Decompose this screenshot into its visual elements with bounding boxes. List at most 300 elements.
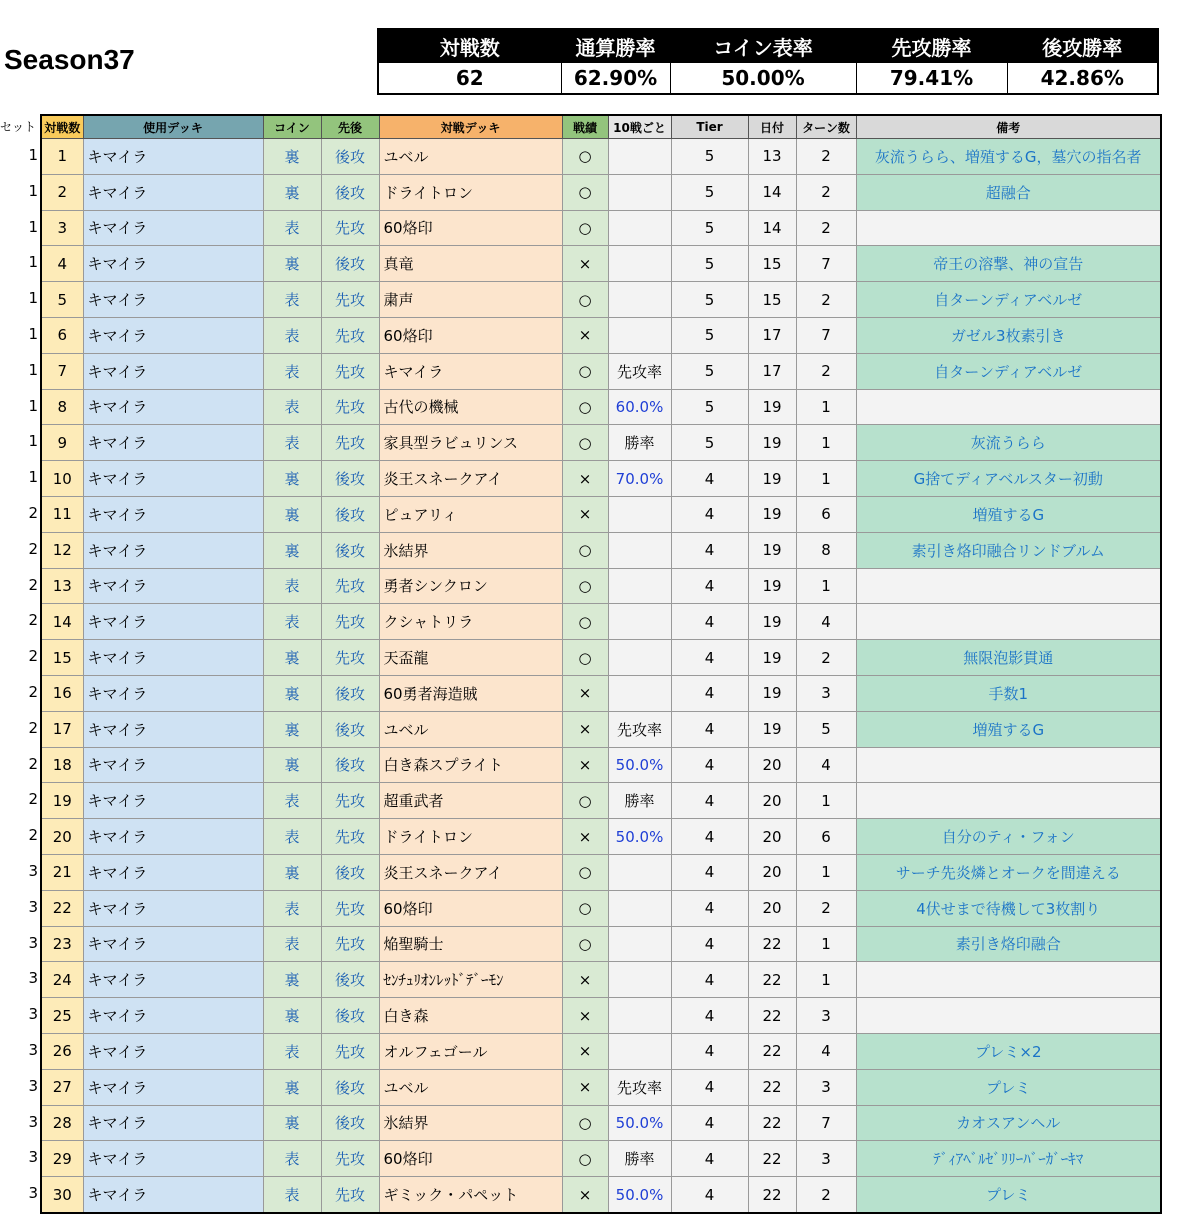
turn-order: 先攻 (321, 425, 379, 461)
turn-count: 1 (796, 926, 856, 962)
table-row (41, 1177, 1161, 1213)
ten-match-stat (608, 854, 671, 890)
tier: 4 (671, 496, 748, 532)
turn-order: 先攻 (321, 604, 379, 640)
tier: 4 (671, 926, 748, 962)
set-header: セット (0, 120, 37, 134)
set-number: 2 (28, 754, 38, 773)
tier: 4 (671, 1105, 748, 1141)
turn-count: 3 (796, 1141, 856, 1177)
match-result: ○ (562, 568, 608, 604)
tier: 5 (671, 425, 748, 461)
ten-match-stat: 先攻率 (608, 711, 671, 747)
ten-match-stat: 50.0% (608, 1105, 671, 1141)
used-deck: キマイラ (83, 854, 263, 890)
table-row (41, 568, 1161, 604)
opponent-deck: 氷結界 (379, 1105, 562, 1141)
summary-header: コイン表率 (670, 29, 856, 63)
table-row (41, 926, 1161, 962)
tier: 4 (671, 854, 748, 890)
table-row (41, 962, 1161, 998)
coin-result: 表 (263, 282, 321, 318)
match-result: ○ (562, 139, 608, 175)
date: 19 (748, 389, 796, 425)
table-row (41, 353, 1161, 389)
opponent-deck: ピュアリィ (379, 496, 562, 532)
column-header: 対戦デッキ (379, 115, 562, 139)
set-number: 3 (28, 933, 38, 952)
opponent-deck: ギミック・パペット (379, 1177, 562, 1213)
set-number: 2 (28, 826, 38, 845)
set-number: 1 (28, 432, 38, 451)
summary-value: 50.00% (670, 63, 856, 95)
coin-result: 裏 (263, 139, 321, 175)
coin-result: 裏 (263, 711, 321, 747)
set-number: 3 (28, 1076, 38, 1095)
turn-order: 先攻 (321, 353, 379, 389)
table-row (41, 890, 1161, 926)
match-result: × (562, 317, 608, 353)
date: 17 (748, 353, 796, 389)
opponent-deck: ドライトロン (379, 819, 562, 855)
match-result: ○ (562, 783, 608, 819)
opponent-deck: 焔聖騎士 (379, 926, 562, 962)
summary-value: 79.41% (856, 63, 1007, 95)
turn-count: 2 (796, 353, 856, 389)
match-result: × (562, 711, 608, 747)
match-number: 9 (41, 425, 83, 461)
coin-result: 表 (263, 425, 321, 461)
date: 22 (748, 1141, 796, 1177)
ten-match-stat (608, 640, 671, 676)
ten-match-stat: 60.0% (608, 389, 671, 425)
tier: 4 (671, 1069, 748, 1105)
ten-match-stat: 70.0% (608, 461, 671, 497)
date: 22 (748, 1105, 796, 1141)
note: ﾃﾞｨｱﾍﾞﾙｾﾞﾘﾘｰﾊﾞｰｶﾞｰｷﾏ (856, 1141, 1161, 1177)
opponent-deck: 真竜 (379, 246, 562, 282)
column-header: 日付 (748, 115, 796, 139)
set-number: 2 (28, 790, 38, 809)
set-number: 1 (28, 253, 38, 272)
tier: 5 (671, 210, 748, 246)
turn-count: 1 (796, 461, 856, 497)
turn-order: 先攻 (321, 640, 379, 676)
used-deck: キマイラ (83, 1069, 263, 1105)
tier: 4 (671, 890, 748, 926)
coin-result: 表 (263, 353, 321, 389)
match-result: ○ (562, 926, 608, 962)
table-row (41, 282, 1161, 318)
match-result: ○ (562, 890, 608, 926)
opponent-deck: 白き森 (379, 998, 562, 1034)
turn-count: 4 (796, 604, 856, 640)
set-column (0, 116, 38, 1212)
match-result: ○ (562, 425, 608, 461)
opponent-deck: キマイラ (379, 353, 562, 389)
tier: 5 (671, 317, 748, 353)
column-header: 使用デッキ (83, 115, 263, 139)
match-result: ○ (562, 210, 608, 246)
note: 手数1 (856, 675, 1161, 711)
summary-header: 対戦数 (378, 29, 561, 63)
opponent-deck: クシャトリラ (379, 604, 562, 640)
table-row (41, 532, 1161, 568)
summary-table (377, 28, 1159, 95)
opponent-deck: オルフェゴール (379, 1033, 562, 1069)
ten-match-stat (608, 210, 671, 246)
used-deck: キマイラ (83, 711, 263, 747)
match-result: × (562, 1033, 608, 1069)
set-number: 3 (28, 1040, 38, 1059)
turn-count: 7 (796, 246, 856, 282)
used-deck: キマイラ (83, 532, 263, 568)
tier: 4 (671, 962, 748, 998)
table-row (41, 854, 1161, 890)
opponent-deck: 60勇者海造賊 (379, 675, 562, 711)
ten-match-stat (608, 1033, 671, 1069)
note (856, 389, 1161, 425)
coin-result: 表 (263, 317, 321, 353)
match-number: 14 (41, 604, 83, 640)
tier: 4 (671, 461, 748, 497)
tier: 5 (671, 139, 748, 175)
note: 帝王の溶撃、神の宣告 (856, 246, 1161, 282)
opponent-deck: 60烙印 (379, 210, 562, 246)
column-header: 対戦数 (41, 115, 83, 139)
turn-count: 1 (796, 568, 856, 604)
turn-order: 後攻 (321, 1105, 379, 1141)
ten-match-stat: 50.0% (608, 1177, 671, 1213)
turn-count: 3 (796, 675, 856, 711)
date: 19 (748, 425, 796, 461)
note: 超融合 (856, 174, 1161, 210)
note: プレミ (856, 1069, 1161, 1105)
summary-value: 62.90% (561, 63, 670, 95)
date: 19 (748, 711, 796, 747)
table-row (41, 819, 1161, 855)
ten-match-stat: 先攻率 (608, 1069, 671, 1105)
tier: 4 (671, 1141, 748, 1177)
used-deck: キマイラ (83, 890, 263, 926)
turn-order: 先攻 (321, 282, 379, 318)
table-row (41, 1069, 1161, 1105)
turn-order: 後攻 (321, 139, 379, 175)
turn-order: 先攻 (321, 389, 379, 425)
note: 灰流うらら、増殖するG，墓穴の指名者 (856, 139, 1161, 175)
ten-match-stat (608, 675, 671, 711)
tier: 4 (671, 640, 748, 676)
tier: 5 (671, 246, 748, 282)
coin-result: 裏 (263, 962, 321, 998)
table-row (41, 1105, 1161, 1141)
match-number: 29 (41, 1141, 83, 1177)
match-table (40, 114, 1162, 1214)
set-number: 2 (28, 718, 38, 737)
match-number: 8 (41, 389, 83, 425)
used-deck: キマイラ (83, 604, 263, 640)
date: 15 (748, 246, 796, 282)
date: 15 (748, 282, 796, 318)
turn-count: 1 (796, 425, 856, 461)
match-number: 13 (41, 568, 83, 604)
set-number: 1 (28, 468, 38, 487)
turn-order: 先攻 (321, 568, 379, 604)
turn-count: 3 (796, 1069, 856, 1105)
coin-result: 表 (263, 604, 321, 640)
coin-result: 表 (263, 210, 321, 246)
opponent-deck: 粛声 (379, 282, 562, 318)
opponent-deck: ｾﾝﾁｭﾘｵﾝﾚｯﾄﾞﾃﾞｰﾓﾝ (379, 962, 562, 998)
turn-order: 先攻 (321, 210, 379, 246)
date: 14 (748, 174, 796, 210)
match-result: ○ (562, 532, 608, 568)
set-number: 3 (28, 1005, 38, 1024)
turn-order: 後攻 (321, 747, 379, 783)
date: 14 (748, 210, 796, 246)
tier: 5 (671, 174, 748, 210)
note: 素引き烙印融合リンドブルム (856, 532, 1161, 568)
match-result: ○ (562, 389, 608, 425)
set-number: 2 (28, 539, 38, 558)
match-number: 27 (41, 1069, 83, 1105)
used-deck: キマイラ (83, 1141, 263, 1177)
match-result: × (562, 1069, 608, 1105)
column-header: コイン (263, 115, 321, 139)
coin-result: 裏 (263, 747, 321, 783)
opponent-deck: 古代の機械 (379, 389, 562, 425)
match-result: × (562, 747, 608, 783)
ten-match-stat: 50.0% (608, 819, 671, 855)
coin-result: 表 (263, 568, 321, 604)
turn-count: 2 (796, 890, 856, 926)
opponent-deck: ユベル (379, 139, 562, 175)
note: 自分のティ・フォン (856, 819, 1161, 855)
coin-result: 表 (263, 389, 321, 425)
date: 20 (748, 747, 796, 783)
used-deck: キマイラ (83, 461, 263, 497)
used-deck: キマイラ (83, 819, 263, 855)
turn-order: 後攻 (321, 174, 379, 210)
used-deck: キマイラ (83, 174, 263, 210)
table-row (41, 389, 1161, 425)
date: 20 (748, 854, 796, 890)
column-header: Tier (671, 115, 748, 139)
date: 20 (748, 890, 796, 926)
turn-order: 先攻 (321, 819, 379, 855)
match-result: × (562, 675, 608, 711)
ten-match-stat: 勝率 (608, 425, 671, 461)
set-number: 1 (28, 181, 38, 200)
tier: 4 (671, 819, 748, 855)
turn-count: 5 (796, 711, 856, 747)
turn-count: 1 (796, 854, 856, 890)
note: ガゼル3枚素引き (856, 317, 1161, 353)
opponent-deck: 勇者シンクロン (379, 568, 562, 604)
match-number: 23 (41, 926, 83, 962)
summary-header: 通算勝率 (561, 29, 670, 63)
turn-order: 先攻 (321, 317, 379, 353)
tier: 4 (671, 568, 748, 604)
match-number: 12 (41, 532, 83, 568)
ten-match-stat (608, 174, 671, 210)
date: 22 (748, 926, 796, 962)
tier: 5 (671, 389, 748, 425)
coin-result: 表 (263, 1177, 321, 1213)
date: 22 (748, 998, 796, 1034)
used-deck: キマイラ (83, 317, 263, 353)
date: 19 (748, 675, 796, 711)
date: 22 (748, 1033, 796, 1069)
note: 自ターンディアベルゼ (856, 353, 1161, 389)
match-result: ○ (562, 353, 608, 389)
opponent-deck: 天盃龍 (379, 640, 562, 676)
table-row (41, 1033, 1161, 1069)
match-number: 15 (41, 640, 83, 676)
coin-result: 裏 (263, 496, 321, 532)
set-number: 3 (28, 1184, 38, 1203)
summary-value: 42.86% (1007, 63, 1158, 95)
page-title: Season37 (4, 44, 135, 75)
set-number: 1 (28, 360, 38, 379)
turn-count: 1 (796, 783, 856, 819)
match-number: 7 (41, 353, 83, 389)
coin-result: 裏 (263, 640, 321, 676)
match-result: × (562, 496, 608, 532)
tier: 4 (671, 998, 748, 1034)
table-row (41, 425, 1161, 461)
note: 素引き烙印融合 (856, 926, 1161, 962)
opponent-deck: ドライトロン (379, 174, 562, 210)
match-number: 4 (41, 246, 83, 282)
match-number: 1 (41, 139, 83, 175)
note: プレミ (856, 1177, 1161, 1213)
match-result: × (562, 461, 608, 497)
set-number: 3 (28, 861, 38, 880)
used-deck: キマイラ (83, 139, 263, 175)
coin-result: 表 (263, 819, 321, 855)
opponent-deck: ユベル (379, 1069, 562, 1105)
match-number: 25 (41, 998, 83, 1034)
coin-result: 裏 (263, 854, 321, 890)
column-header: 先後 (321, 115, 379, 139)
coin-result: 裏 (263, 675, 321, 711)
match-number: 20 (41, 819, 83, 855)
turn-count: 7 (796, 317, 856, 353)
used-deck: キマイラ (83, 353, 263, 389)
turn-order: 先攻 (321, 926, 379, 962)
tier: 4 (671, 1033, 748, 1069)
tier: 5 (671, 353, 748, 389)
summary-header: 先攻勝率 (856, 29, 1007, 63)
note (856, 568, 1161, 604)
date: 22 (748, 1069, 796, 1105)
match-result: ○ (562, 1105, 608, 1141)
match-result: × (562, 962, 608, 998)
match-result: × (562, 1177, 608, 1213)
coin-result: 裏 (263, 532, 321, 568)
coin-result: 表 (263, 1033, 321, 1069)
coin-result: 裏 (263, 246, 321, 282)
match-number: 3 (41, 210, 83, 246)
ten-match-stat: 勝率 (608, 783, 671, 819)
turn-count: 6 (796, 819, 856, 855)
match-number: 16 (41, 675, 83, 711)
note (856, 747, 1161, 783)
used-deck: キマイラ (83, 246, 263, 282)
turn-order: 後攻 (321, 675, 379, 711)
tier: 4 (671, 604, 748, 640)
table-row (41, 783, 1161, 819)
opponent-deck: 60烙印 (379, 1141, 562, 1177)
match-number: 19 (41, 783, 83, 819)
column-header: 戦績 (562, 115, 608, 139)
used-deck: キマイラ (83, 998, 263, 1034)
opponent-deck: 白き森スプライト (379, 747, 562, 783)
ten-match-stat (608, 139, 671, 175)
turn-count: 7 (796, 1105, 856, 1141)
opponent-deck: ユベル (379, 711, 562, 747)
opponent-deck: 炎王スネークアイ (379, 854, 562, 890)
turn-order: 後攻 (321, 998, 379, 1034)
date: 20 (748, 819, 796, 855)
column-header: 備考 (856, 115, 1161, 139)
date: 19 (748, 640, 796, 676)
tier: 4 (671, 711, 748, 747)
opponent-deck: 60烙印 (379, 890, 562, 926)
date: 19 (748, 568, 796, 604)
table-row (41, 139, 1161, 175)
turn-order: 後攻 (321, 496, 379, 532)
opponent-deck: 家具型ラビュリンス (379, 425, 562, 461)
match-result: × (562, 819, 608, 855)
turn-count: 2 (796, 210, 856, 246)
set-number: 2 (28, 682, 38, 701)
opponent-deck: 超重武者 (379, 783, 562, 819)
turn-count: 4 (796, 747, 856, 783)
tier: 4 (671, 1177, 748, 1213)
match-number: 17 (41, 711, 83, 747)
note (856, 783, 1161, 819)
table-row (41, 210, 1161, 246)
ten-match-stat (608, 890, 671, 926)
date: 22 (748, 962, 796, 998)
turn-order: 後攻 (321, 711, 379, 747)
ten-match-stat (608, 998, 671, 1034)
ten-match-stat: 50.0% (608, 747, 671, 783)
date: 19 (748, 496, 796, 532)
table-row (41, 675, 1161, 711)
coin-result: 裏 (263, 998, 321, 1034)
used-deck: キマイラ (83, 568, 263, 604)
used-deck: キマイラ (83, 926, 263, 962)
ten-match-stat (608, 568, 671, 604)
match-result: × (562, 246, 608, 282)
turn-order: 後攻 (321, 461, 379, 497)
note: 増殖するG (856, 496, 1161, 532)
date: 19 (748, 604, 796, 640)
note: 増殖するG (856, 711, 1161, 747)
date: 17 (748, 317, 796, 353)
match-number: 6 (41, 317, 83, 353)
set-number: 2 (28, 611, 38, 630)
turn-order: 後攻 (321, 962, 379, 998)
match-number: 21 (41, 854, 83, 890)
turn-order: 先攻 (321, 783, 379, 819)
turn-order: 後攻 (321, 532, 379, 568)
used-deck: キマイラ (83, 282, 263, 318)
turn-count: 2 (796, 139, 856, 175)
